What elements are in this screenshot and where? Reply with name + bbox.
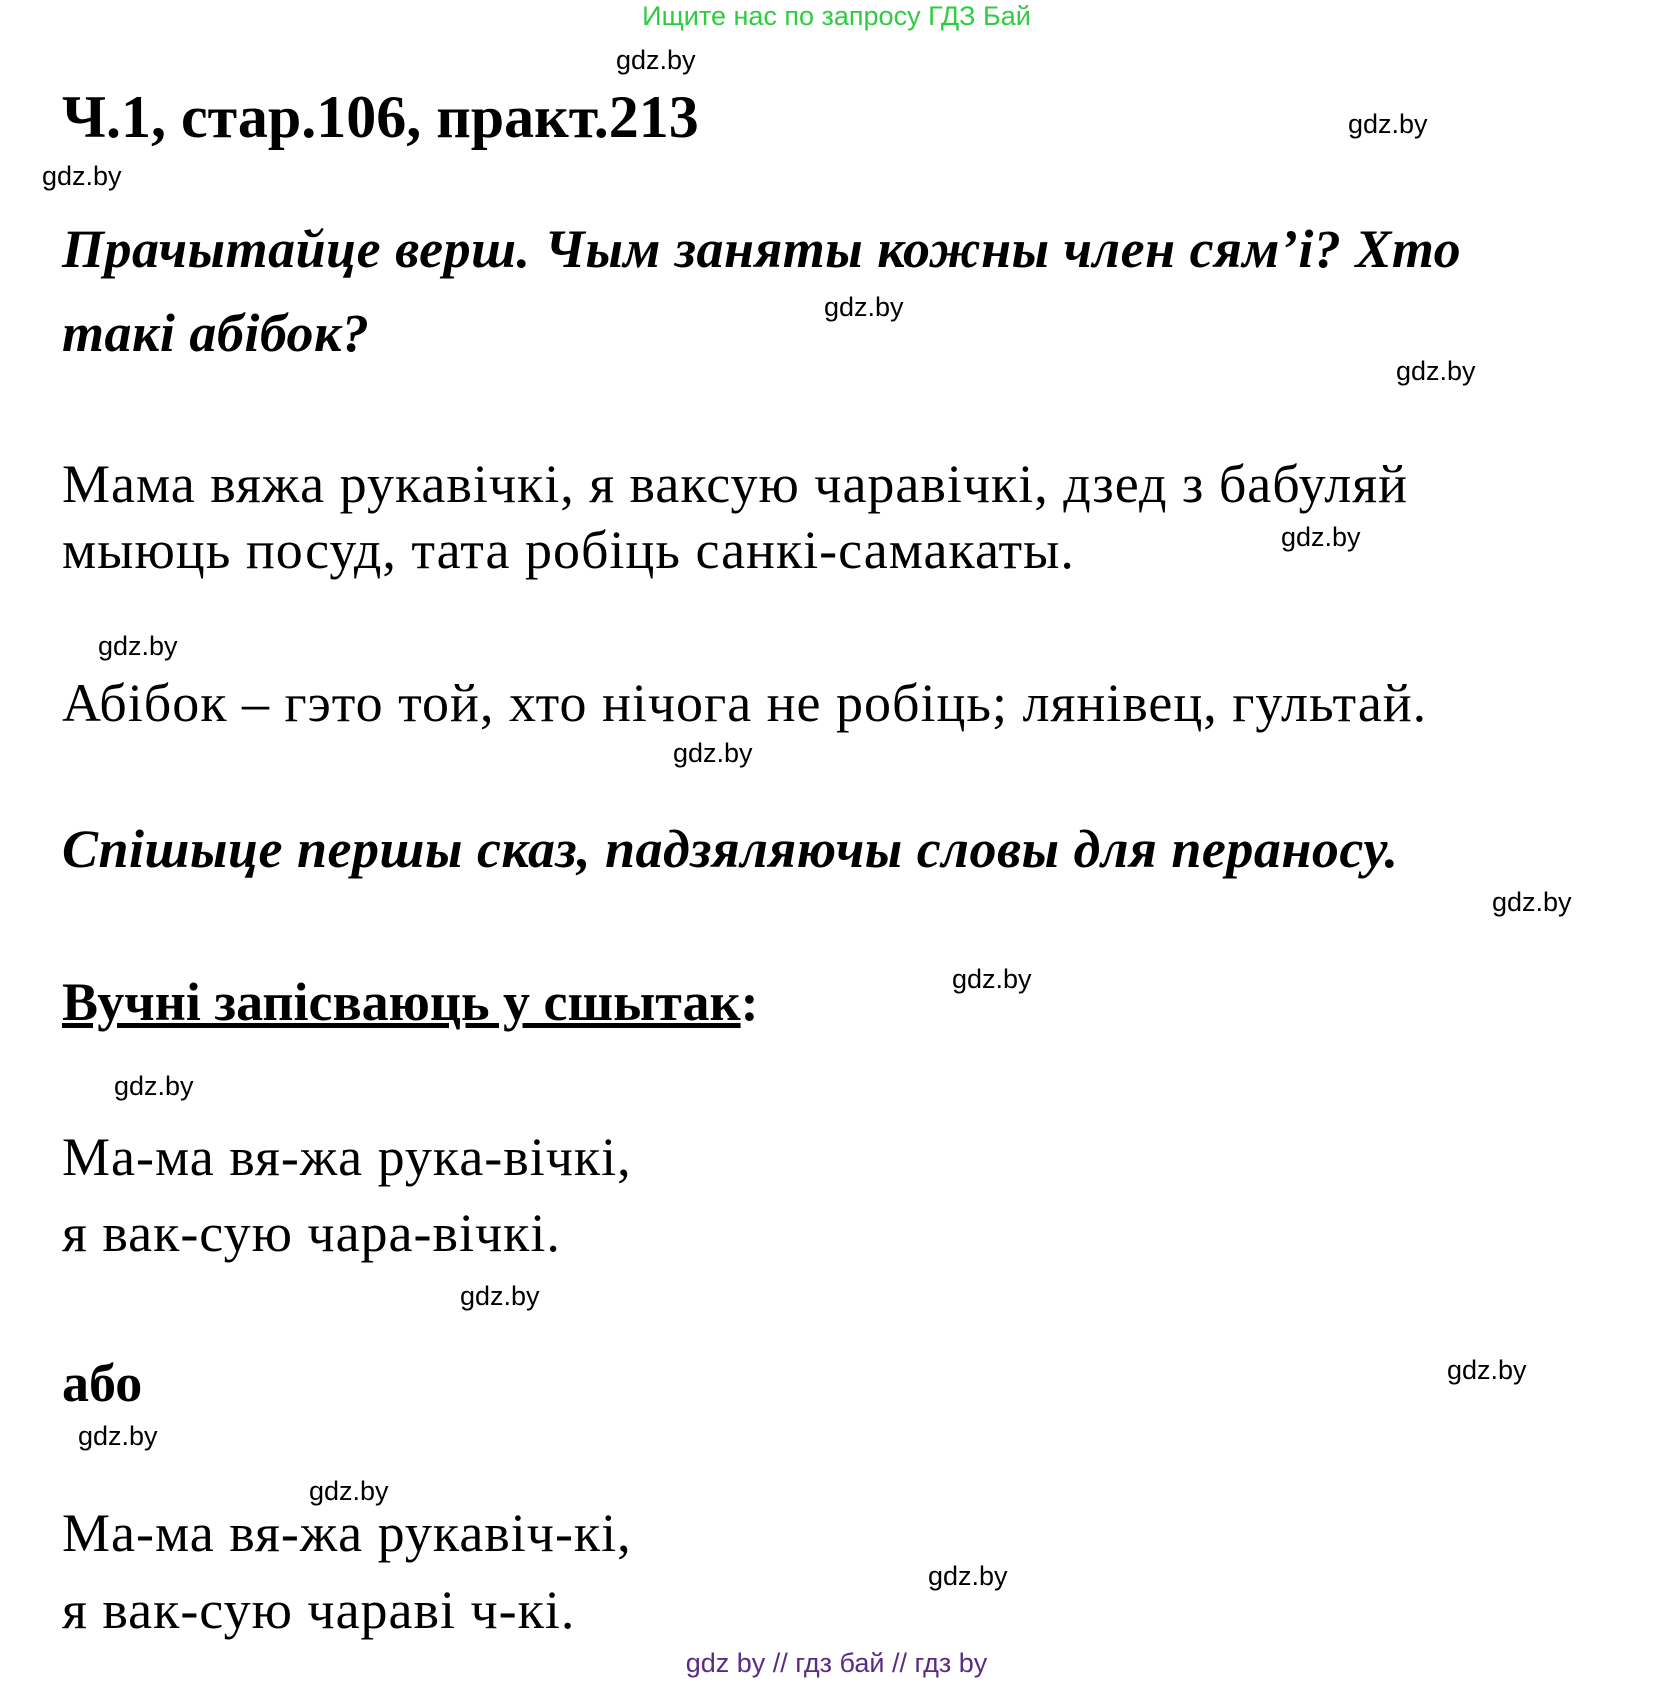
watermark: gdz.by [616, 45, 696, 75]
watermark: gdz.by [309, 1476, 389, 1506]
section-heading-text: Вучні запісваюць у сшытак [62, 972, 741, 1032]
watermark: gdz.by [824, 292, 904, 322]
promo-banner: Ищите нас по запросу ГДЗ Бай [642, 1, 1031, 31]
variant-2-line-2: я вак-сую чараві ч-кі. [62, 1580, 576, 1640]
section-heading [62, 969, 759, 1035]
watermark: gdz.by [1396, 356, 1476, 386]
section-heading-colon: : [740, 972, 759, 1032]
answer-1-line-1: Мама вяжа рукавічкі, я ваксую чаравічкі, дзед з бабуляй [62, 454, 1408, 514]
watermark: gdz.by [1281, 522, 1361, 552]
or-label: або [62, 1353, 143, 1413]
watermark: gdz.by [952, 964, 1032, 994]
watermark: gdz.by [673, 738, 753, 768]
variant-2-line-1: Ма-ма вя-жа рукавіч-кі, [62, 1503, 632, 1563]
variant-1-line-2: я вак-сую чара-вічкі. [62, 1203, 561, 1263]
watermark: gdz.by [1447, 1355, 1527, 1385]
task-instruction-2: Спішыце першы сказ, падзяляючы словы для пераносу. [62, 819, 1399, 879]
page-title: Ч.1, стар.106, практ.213 [62, 84, 699, 150]
watermark: gdz.by [1492, 887, 1572, 917]
watermark: gdz.by [98, 631, 178, 661]
answer-1-line-2: мыюць посуд, тата робіць санкі-самакаты. [62, 520, 1075, 580]
task-instruction-1-line-2: такі абібок? [62, 303, 370, 363]
answer-2: Абібок – гэто той, хто нічога не робіць; лянівец, гультай. [62, 673, 1428, 733]
watermark: gdz.by [42, 161, 122, 191]
watermark: gdz.by [928, 1561, 1008, 1591]
task-instruction-1-line-1: Прачытайце верш. Чым заняты кожны член сям’і? Хто [62, 219, 1462, 279]
variant-1-line-1: Ма-ма вя-жа рука-вічкі, [62, 1127, 632, 1187]
watermark: gdz.by [114, 1071, 194, 1101]
watermark: gdz.by [1348, 109, 1428, 139]
watermark: gdz.by [460, 1281, 540, 1311]
footer-links: gdz by // гдз бай // гдз by [685, 1648, 988, 1678]
watermark: gdz.by [78, 1421, 158, 1451]
